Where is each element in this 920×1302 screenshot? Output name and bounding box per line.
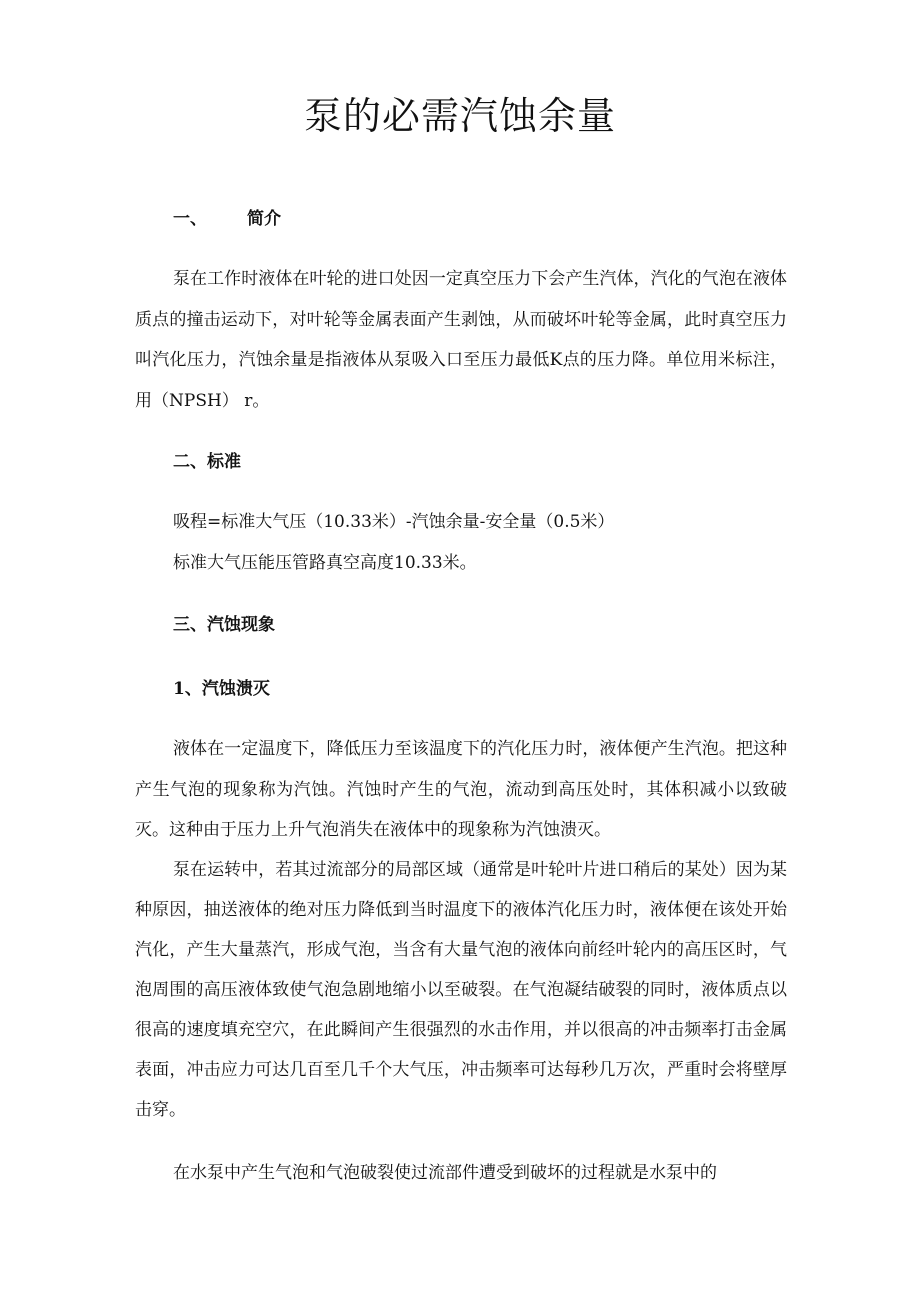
collapse-paragraph-3: 在水泵中产生气泡和气泡破裂使过流部件遭受到破坏的过程就是水泵中的 — [173, 1163, 717, 1183]
section-heading-standard: 二、标准 — [173, 452, 241, 472]
section-label: 简介 — [247, 209, 281, 229]
section-number: 一、 — [173, 209, 207, 229]
subsection-heading-collapse: 1、汽蚀溃灭 — [173, 679, 270, 699]
collapse-paragraph-2: 泵在运转中，若其过流部分的局部区域（通常是叶轮叶片进口稍后的某处）因为某种原因，抽送液体的绝对压力降低到当时温度下的液体汽化压力时，液体便在该处开始汽化，产生大量蒸汽，形成气泡，当含有大量气泡的液体向前经叶轮内的高压区时，气泡周围的高压液体致使气泡急剧地缩小以至破裂。在气泡凝结破裂的同时，液体质点以很高的速度填充空穴，在此瞬间产生很强烈的水击作用，并以很高的冲击频率打击金属表面，冲击应力可达几百至几千个大气压，冲击频率可达每秒几万次，严重时会将壁厚击穿。 — [135, 860, 787, 1120]
suction-lift-formula: 吸程=标准大气压（10.33米）-汽蚀余量-安全量（0.5米） — [173, 512, 615, 532]
atmospheric-pressure-note: 标准大气压能压管路真空高度10.33米。 — [173, 553, 477, 573]
section-heading-intro — [173, 207, 281, 231]
intro-paragraph: 泵在工作时液体在叶轮的进口处因一定真空压力下会产生汽体，汽化的气泡在液体质点的撞击运动下，对叶轮等金属表面产生剥蚀，从而破坏叶轮等金属，此时真空压力叫汽化压力，汽蚀余量是指液体从泵吸入口至压力最低K点的压力降。单位用米标注，用（NPSH） r。 — [135, 269, 787, 411]
collapse-paragraph-1: 液体在一定温度下，降低压力至该温度下的汽化压力时，液体便产生汽泡。把这种产生气泡的现象称为汽蚀。汽蚀时产生的气泡，流动到高压处时，其体积减小以致破灭。这种由于压力上升气泡消失在液体中的现象称为汽蚀溃灭。 — [135, 739, 787, 840]
page-title: 泵的必需汽蚀余量 — [303, 94, 616, 138]
section-heading-cavitation: 三、汽蚀现象 — [173, 615, 275, 635]
